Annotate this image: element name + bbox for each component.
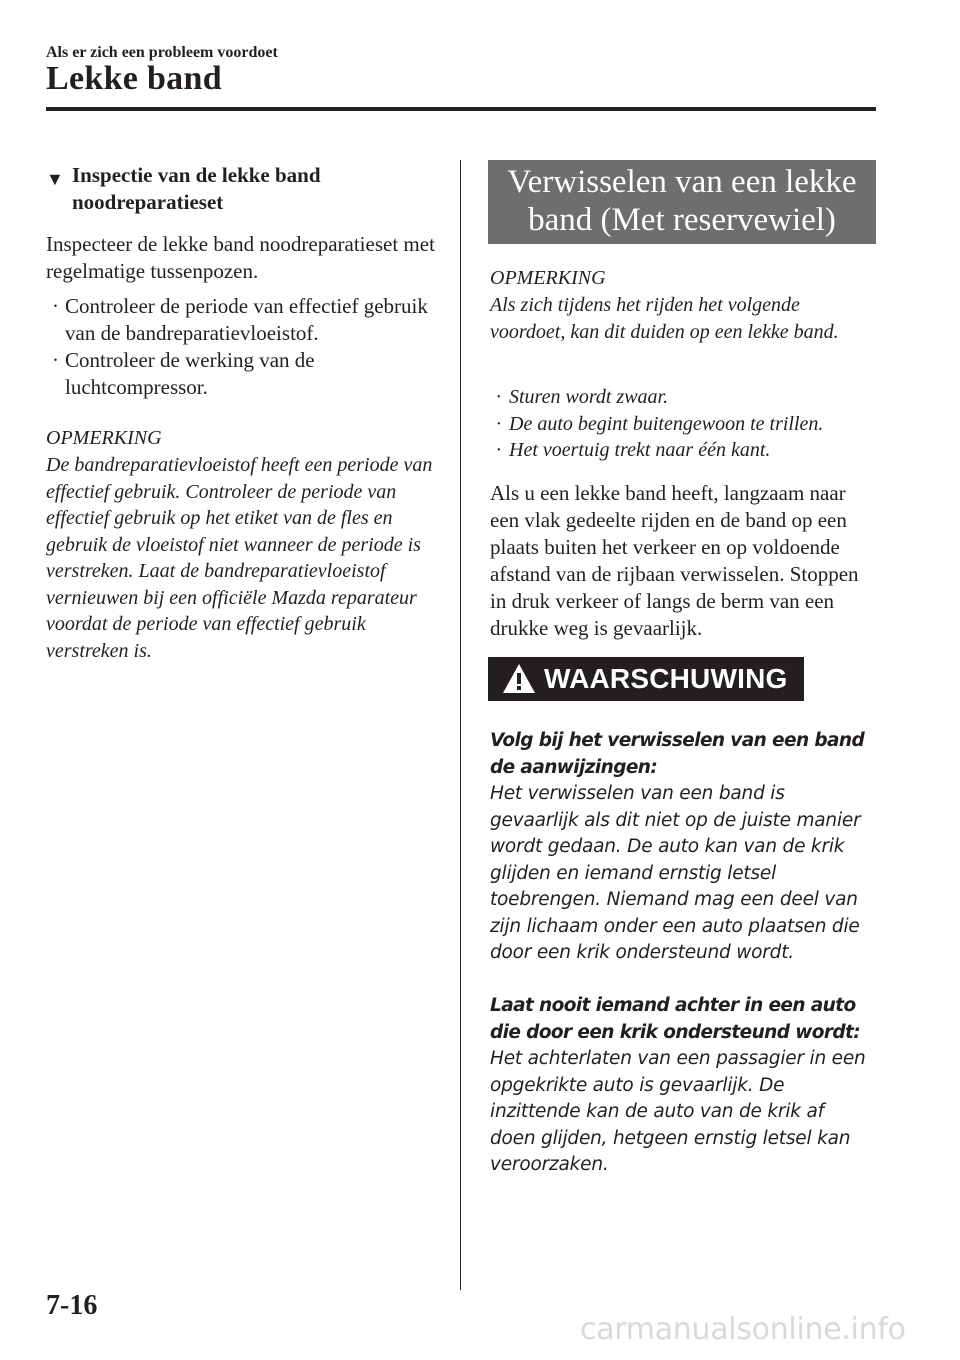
warning-text: Het verwisselen van een band is gevaarlijk als dit niet op de juiste manier wordt gedaan. De auto kan van de krik glijden en iemand ernstig letsel toebrengen. Niemand mag een deel van zijn lichaam onder een auto plaatsen die door een krik ondersteund wordt. [490,783,861,963]
note-label: OPMERKING [490,267,606,289]
triangle-down-icon: ▼ [46,169,64,189]
warning-banner [488,657,804,701]
bullet-icon: · [496,386,501,408]
watermark: carmanualsonline.info [580,1312,906,1347]
check-list [46,293,446,401]
subsection-heading-line2: noodreparatieset [72,190,224,214]
bullet-icon: · [496,439,501,461]
note-text: De bandreparatievloeistof heeft een periode van effectief gebruik. Controleer de periode van effectief gebruik op het etiket van de fles en gebruik de vloeistof niet wanneer de periode is verstreken. Laat de bandreparatievloeistof vernieuwen bij een officiële Mazda reparateur voordat de periode van effectief gebruik verstreken is. [46,454,433,662]
section-banner [488,160,876,244]
list-item [490,411,880,438]
column-divider [460,160,461,1290]
list-item [46,293,446,347]
header-rule [46,107,876,111]
list-item [490,384,880,411]
warning-block-1 [490,728,872,967]
banner-line2: band (Met reservewiel) [528,202,836,238]
subsection-heading-line1: Inspectie van de lekke band [72,163,321,187]
warning-block-2 [490,993,872,1179]
list-item [46,347,446,401]
banner-line1: Verwisselen van een lekke [507,164,857,200]
section-subtitle: Als er zich een probleem voordoet [46,44,278,61]
list-item-text: De auto begint buitengewoon te trillen. [509,412,824,435]
warning-text: Het achterlaten van een passagier in een opgekrikte auto is gevaarlijk. De inzittende kan de auto van de krik af doen glijden, hetgeen ernstig letsel kan veroorzaken. [490,1048,866,1175]
page-number: 7-16 [46,1290,98,1321]
list-item-text: Controleer de periode van effectief gebruik van de bandreparatievloeistof. [65,294,428,345]
subsection-heading [46,162,446,216]
note-text: Als zich tijdens het rijden het volgende voordoet, kan dit duiden op een lekke band. [490,294,839,343]
bullet-icon: · [52,294,59,318]
warning-title: Volg bij het verwisselen van een band de aanwijzingen: [490,730,865,778]
symptom-list [490,384,880,464]
list-item-text: Sturen wordt zwaar. [509,386,669,408]
intro-paragraph: Inspecteer de lekke band noodreparatieset met regelmatige tussenpozen. [46,232,435,283]
bullet-icon: · [52,348,59,372]
list-item [490,437,880,464]
warning-triangle-icon [502,663,536,707]
page-title: Lekke band [46,60,222,97]
bullet-icon: · [496,412,501,435]
note-label: OPMERKING [46,427,162,449]
warning-title: Laat nooit iemand achter in een auto die door een krik ondersteund wordt: [490,995,861,1043]
list-item-text: Het voertuig trekt naar één kant. [509,439,771,461]
list-item-text: Controleer de werking van de luchtcompressor. [65,348,315,399]
warning-label: WAARSCHUWING [544,663,788,694]
body-paragraph: Als u een lekke band heeft, langzaam naar een vlak gedeelte rijden en de band op een plaats buiten het verkeer en op voldoende afstand van de rijbaan verwisselen. Stoppen in druk verkeer of langs de berm van een drukke weg is gevaarlijk. [490,481,859,640]
